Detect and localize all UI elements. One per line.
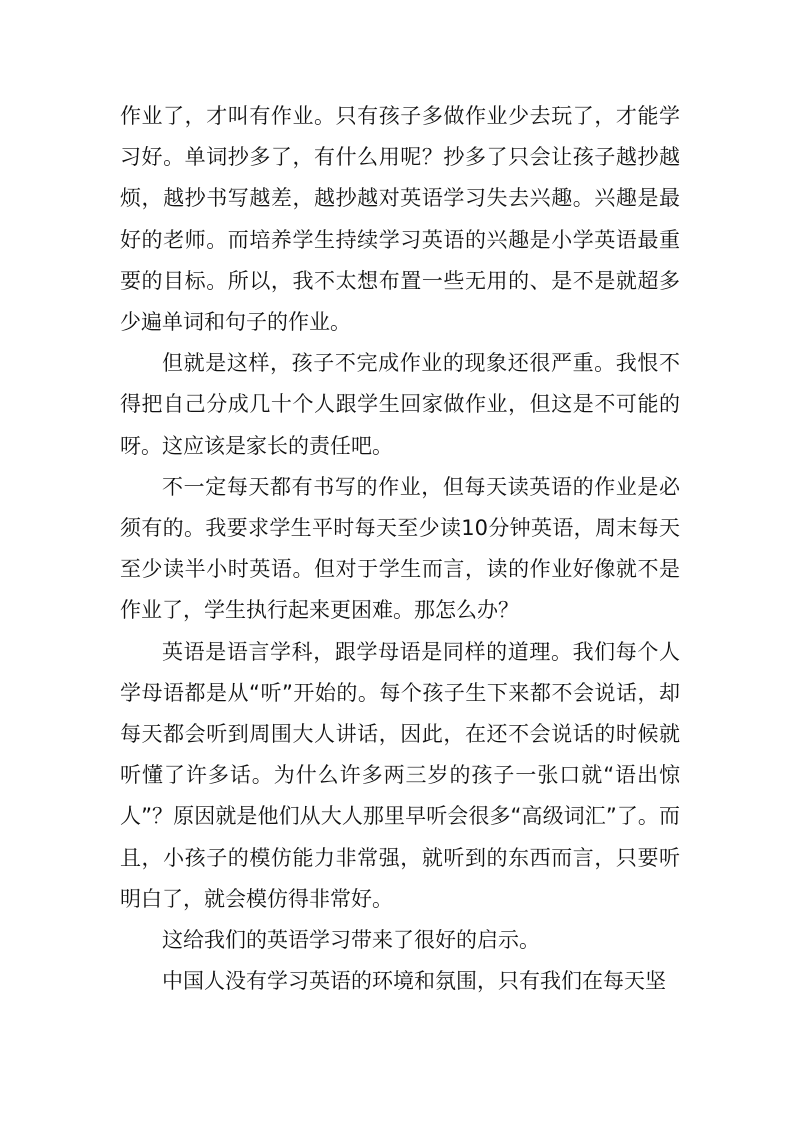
paragraph-4: 英语是语言学科，跟学母语是同样的道理。我们每个人学母语都是从“听”开始的。每个孩子生下来都不会说话，却每天都会听到周围大人讲话，因此，在还不会说话的时候就听懂了许多话。为什么许多两三岁的孩子一张口就“语出惊人”？原因就是他们从大人那里早听会很多“高级词汇”了。而且，小孩子的模仿能力非常强，就听到的东西而言，只要听明白了，就会模仿得非常好。 (120, 639, 680, 911)
document-body (120, 96, 680, 1002)
paragraph-2: 但就是这样，孩子不完成作业的现象还很严重。我恨不得把自己分成几十个人跟学生回家做作业，但这是不可能的呀。这应该是家长的责任吧。 (120, 351, 680, 458)
paragraph-3: 不一定每天都有书写的作业，但每天读英语的作业是必须有的。我要求学生平时每天至少读10分钟英语，周末每天至少读半小时英语。但对于学生而言，读的作业好像就不是作业了，学生执行起来更困难。那怎么办？ (120, 474, 680, 623)
paragraph-6: 中国人没有学习英语的环境和氛围，只有我们在每天坚 (162, 969, 666, 994)
paragraph-5: 这给我们的英语学习带来了很好的启示。 (162, 928, 540, 953)
paragraph-1: 作业了，才叫有作业。只有孩子多做作业少去玩了，才能学习好。单词抄多了，有什么用呢？抄多了只会让孩子越抄越烦，越抄书写越差，越抄越对英语学习失去兴趣。兴趣是最好的老师。而培养学生持续学习英语的兴趣是小学英语最重要的目标。所以，我不太想布置一些无用的、是不是就超多少遍单词和句子的作业。 (120, 104, 680, 335)
